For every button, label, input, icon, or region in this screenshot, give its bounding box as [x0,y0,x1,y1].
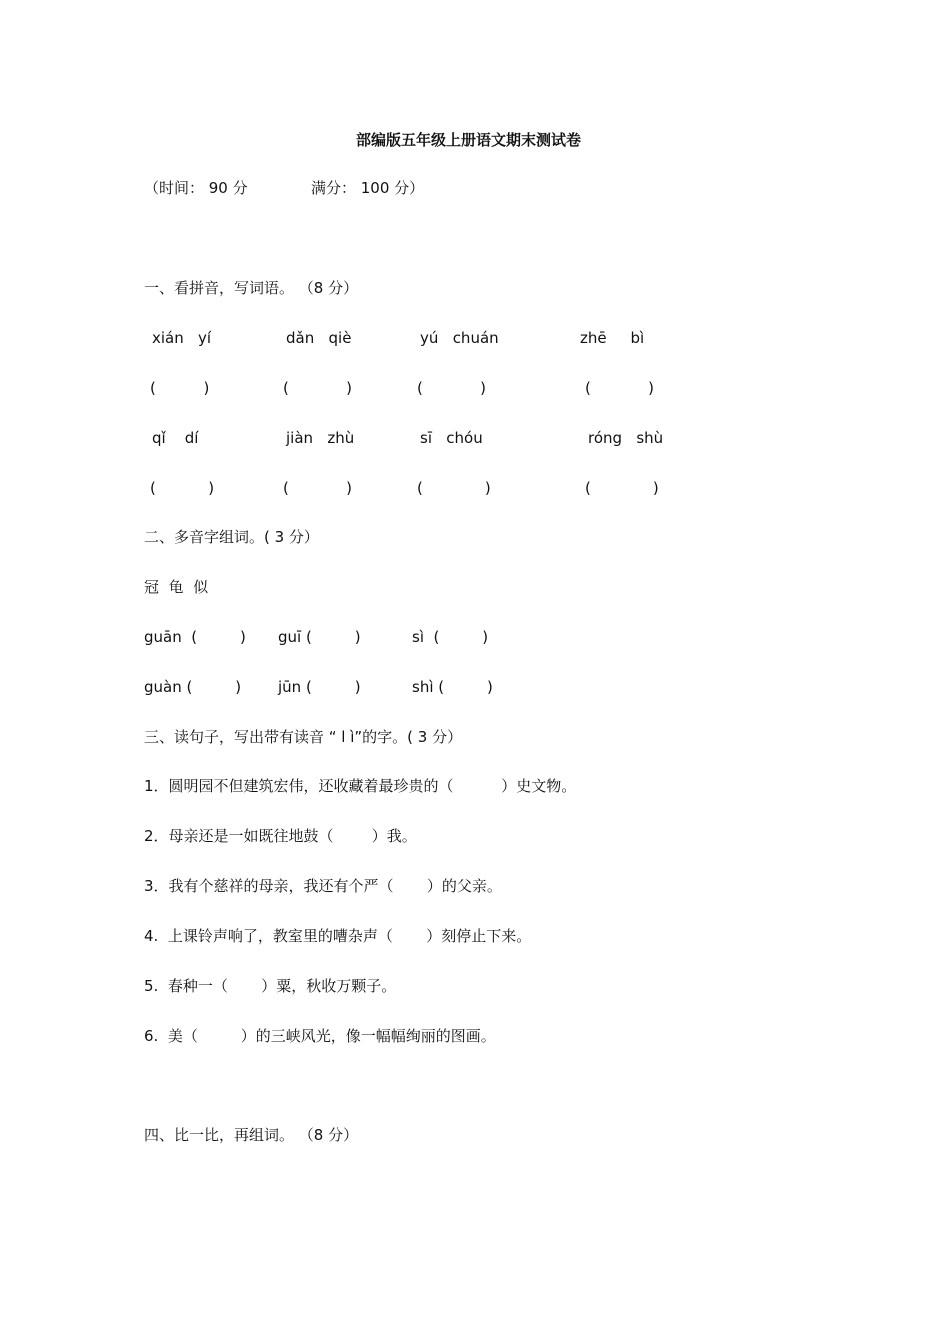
polyphone-blank[interactable]: jūn ( ) [278,678,361,696]
sentence-item: 4. 上课铃声响了，教室里的嘈杂声（ ）刻停止下来。 [144,927,532,945]
answer-blank[interactable]: ( ) [417,479,491,497]
polyphone-blank[interactable]: guān ( ) [144,628,246,646]
polyphone-blank[interactable]: guàn ( ) [144,678,242,696]
sentence-item: 6. 美（ ）的三峡风光，像一幅幅绚丽的图画。 [144,1027,496,1045]
pinyin-item: jiàn zhù [286,429,355,447]
answer-blank[interactable]: ( ) [417,379,486,397]
answer-blank[interactable]: ( ) [150,479,215,497]
sentence-item: 5. 春种一（ ）粟，秋收万颗子。 [144,977,397,995]
pinyin-item: dǎn qiè [286,329,352,347]
score-info: 满分： 100 分） [311,179,425,197]
polyphone-blank[interactable]: sì ( ) [412,628,489,646]
answer-blank[interactable]: ( ) [150,379,210,397]
pinyin-item: zhē bì [580,329,645,347]
pinyin-item: qǐ dí [152,429,199,447]
answer-blank[interactable]: ( ) [283,379,352,397]
polyphonic-chars: 冠 龟 似 [144,578,209,596]
section3-heading: 三、读句子，写出带有读音 “ l ì”的字。( 3 分） [144,728,463,746]
answer-blank[interactable]: ( ) [283,479,352,497]
section1-heading: 一、看拼音，写词语。 （8 分） [144,279,359,297]
section2-heading: 二、多音字组词。( 3 分） [144,528,319,546]
sentence-item: 1．圆明园不但建筑宏伟，还收藏着最珍贵的（ ）史文物。 [144,777,577,795]
pinyin-item: sī chóu [420,429,483,447]
sentence-item: 2．母亲还是一如既往地鼓（ ）我。 [144,827,417,845]
pinyin-item: róng shù [588,429,664,447]
answer-blank[interactable]: ( ) [585,479,659,497]
pinyin-item: xián yí [152,329,212,347]
polyphone-blank[interactable]: shì ( ) [412,678,493,696]
time-info: （时间： 90 分 [144,179,248,197]
pinyin-item: yú chuán [420,329,499,347]
sentence-item: 3．我有个慈祥的母亲，我还有个严（ ）的父亲。 [144,877,502,895]
answer-blank[interactable]: ( ) [585,379,654,397]
section4-heading: 四、比一比，再组词。 （8 分） [144,1126,359,1144]
page-title: 部编版五年级上册语文期末测试卷 [356,131,582,149]
polyphone-blank[interactable]: guī ( ) [278,628,361,646]
